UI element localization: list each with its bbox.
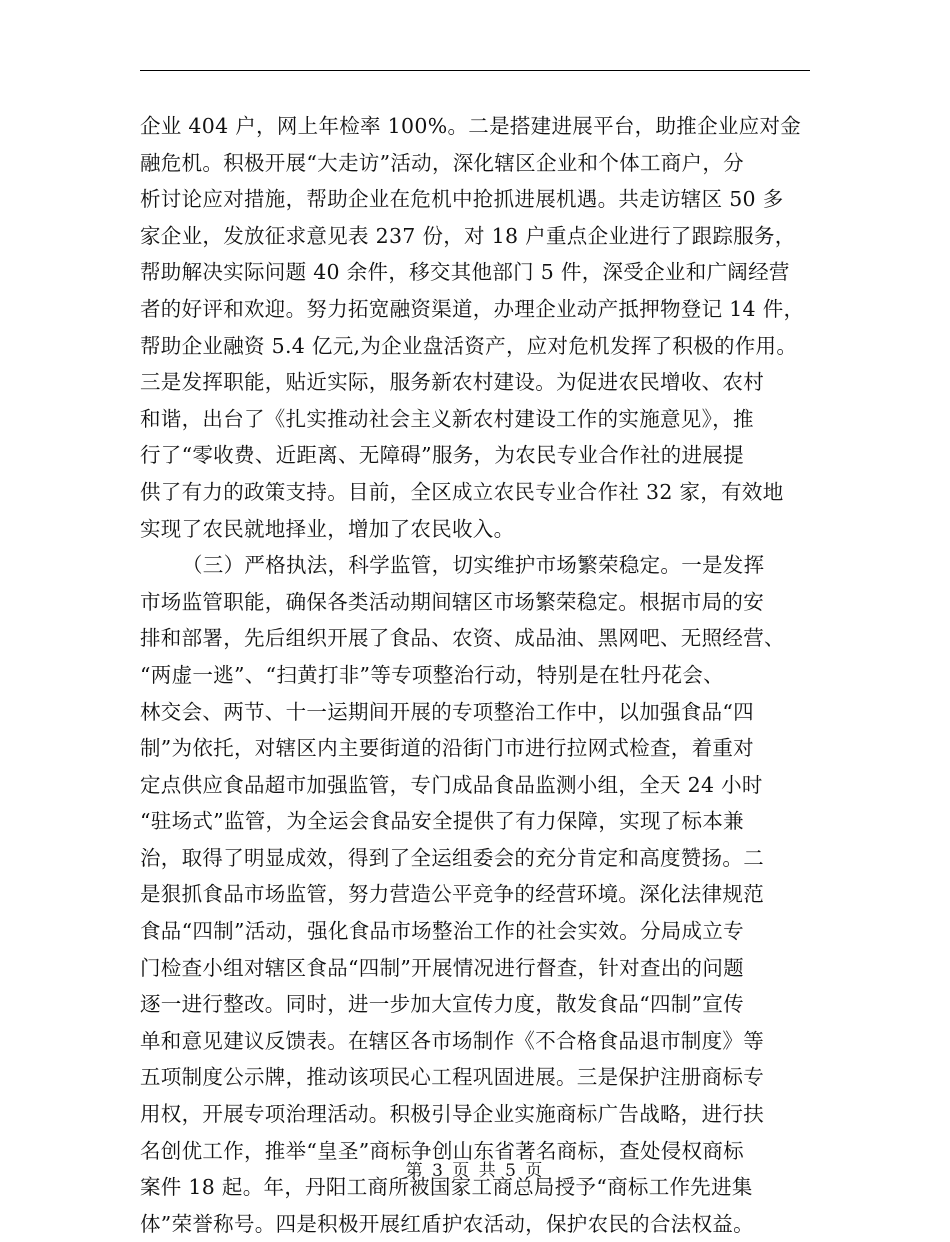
- text-line: 林交会、两节、十一运期间开展的专项整治工作中，以加强食品“四: [140, 699, 754, 724]
- text-line: 案件 18 起。年，丹阳工商所被国家工商总局授予“商标工作先进集: [140, 1175, 753, 1200]
- text-line: 析讨论应对措施，帮助企业在危机中抢抓进展机遇。共走访辖区 50 多: [140, 187, 784, 212]
- text-line: 融危机。积极开展“大走访”活动，深化辖区企业和个体工商户，分: [140, 150, 744, 175]
- text-line: 制”为依托，对辖区内主要街道的沿街门市进行拉网式检查，着重对: [140, 736, 754, 761]
- text-line: 帮助解决实际问题 40 余件，移交其他部门 5 件，深受企业和广阔经营: [140, 260, 790, 285]
- text-line: 用权，开展专项治理活动。积极引导企业实施商标广告战略，进行扶: [140, 1102, 764, 1127]
- text-line: 企业 404 户，网上年检率 100%。二是搭建进展平台，助推企业应对金: [140, 114, 802, 138]
- text-line: 市场监管职能，确保各类活动期间辖区市场繁荣稳定。根据市局的安: [140, 589, 764, 614]
- page-number-footer: 第 3 页 共 5 页: [405, 1161, 545, 1181]
- text-line: 行了“零收费、近距离、无障碍”服务，为农民专业合作社的进展提: [140, 443, 744, 468]
- text-line: 实现了农民就地择业，增加了农民收入。: [140, 516, 515, 541]
- text-line: 单和意见建议反馈表。在辖区各市场制作《不合格食品退市制度》等: [140, 1028, 764, 1053]
- section-heading-line: （三）严格执法，科学监管，切实维护市场繁荣稳定。一是发挥: [182, 553, 765, 578]
- text-line: “两虚一逃”、“扫黄打非”等专项整治行动，特别是在牡丹花会、: [140, 662, 724, 687]
- text-line: 和谐，出台了《扎实推动社会主义新农村建设工作的实施意见》，推: [140, 406, 754, 431]
- text-line: 治，取得了明显成效，得到了全运组委会的充分肯定和高度赞扬。二: [140, 845, 764, 870]
- text-line: 排和部署，先后组织开展了食品、农资、成品油、黑网吧、无照经营、: [140, 626, 785, 651]
- text-line: 体”荣誉称号。四是积极开展红盾护农活动，保护农民的合法权益。: [140, 1211, 754, 1236]
- text-line: 帮助企业融资 5.4 亿元,为企业盘活资产，应对危机发挥了积极的作用。: [140, 333, 798, 358]
- text-line: 三是发挥职能，贴近实际，服务新农村建设。为促进农民增收、农村: [140, 370, 764, 395]
- body-text: [140, 108, 820, 1242]
- text-line: 食品“四制”活动，强化食品市场整治工作的社会实效。分局成立专: [140, 919, 744, 944]
- text-line: 定点供应食品超市加强监管，专门成品食品监测小组，全天 24 小时: [140, 772, 763, 797]
- text-line: 者的好评和欢迎。努力拓宽融资渠道，办理企业动产抵押物登记 14 件，: [140, 296, 805, 321]
- text-line: “驻场式”监管，为全运会食品安全提供了有力保障，实现了标本兼: [140, 809, 744, 834]
- text-line: 名创优工作，推举“皇圣”商标争创山东省著名商标，查处侵权商标: [140, 1138, 744, 1163]
- header-rule: [140, 70, 810, 71]
- text-line: 门检查小组对辖区食品“四制”开展情况进行督查，针对查出的问题: [140, 955, 744, 980]
- text-line: 供了有力的政策支持。目前，全区成立农民专业合作社 32 家，有效地: [140, 479, 784, 504]
- text-line: 是狠抓食品市场监管，努力营造公平竞争的经营环境。深化法律规范: [140, 882, 764, 907]
- text-line: 家企业，发放征求意见表 237 份，对 18 户重点企业进行了跟踪服务，: [140, 223, 796, 248]
- text-line: 逐一进行整改。同时，进一步加大宣传力度，散发食品“四制”宣传: [140, 992, 744, 1017]
- text-line: 五项制度公示牌，推动该项民心工程巩固进展。三是保护注册商标专: [140, 1065, 764, 1090]
